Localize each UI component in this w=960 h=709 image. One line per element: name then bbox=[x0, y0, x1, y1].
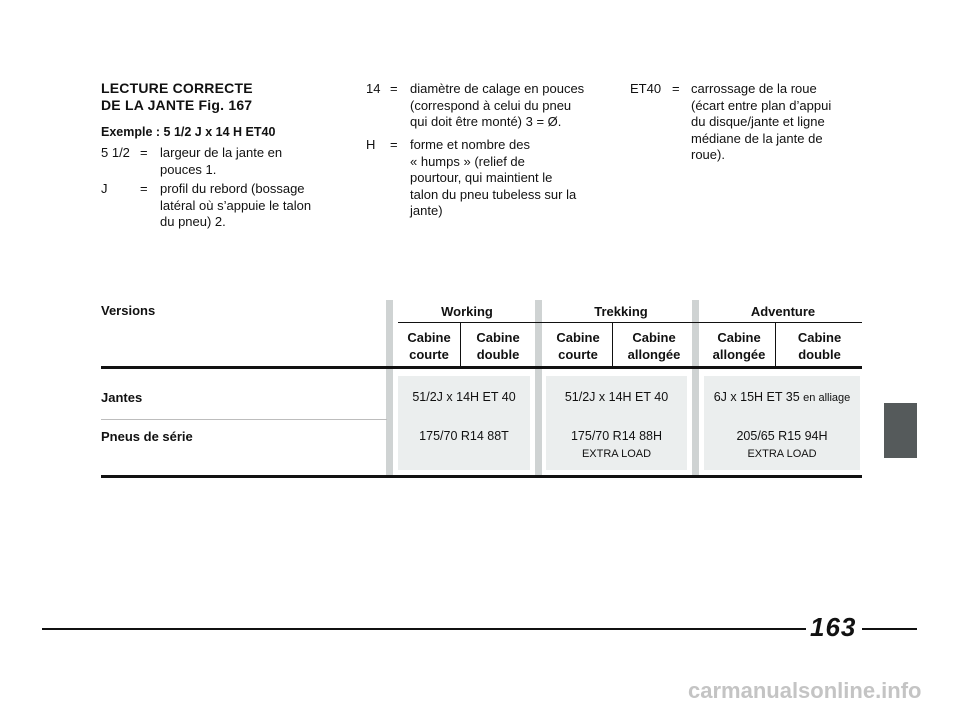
definition-line: pouces 1. bbox=[160, 161, 217, 177]
table-column-separator bbox=[535, 300, 542, 478]
definition-line: jante) bbox=[410, 203, 443, 218]
definition-line: profil du rebord (bossage bbox=[160, 181, 305, 196]
definition-line: du pneu) 2. bbox=[160, 214, 226, 229]
section-heading-line-2: DE LA JANTE Fig. 167 bbox=[101, 97, 253, 113]
definition-line: largeur de la jante en bbox=[160, 145, 283, 160]
subheader-line: double bbox=[476, 347, 520, 362]
table-bottom-rule bbox=[101, 475, 862, 478]
jantes-adventure-material: en alliage bbox=[803, 392, 851, 404]
subheader-working-double bbox=[462, 329, 534, 363]
pneus-adventure-size: 205/65 R15 94H bbox=[736, 429, 828, 443]
subheader-divider bbox=[612, 322, 613, 366]
definition-key: J bbox=[101, 181, 108, 196]
definition-key: ET40 bbox=[630, 81, 662, 96]
group-underline bbox=[398, 322, 862, 323]
jantes-adventure-size: 6J x 15H ET 35 bbox=[713, 390, 800, 404]
definition-equals: = bbox=[140, 145, 148, 160]
definition-line: qui doit être monté) 3 = Ø. bbox=[410, 114, 562, 129]
subheader-line: Cabine bbox=[556, 330, 600, 345]
definition-key: H bbox=[366, 137, 376, 152]
versions-label: Versions bbox=[101, 303, 156, 318]
definition-line: diamètre de calage en pouces bbox=[410, 81, 585, 96]
subheader-divider bbox=[775, 322, 776, 366]
subheader-line: courte bbox=[409, 347, 449, 362]
definition-equals: = bbox=[140, 181, 148, 196]
jantes-working: 51/2J x 14H ET 40 bbox=[412, 390, 516, 404]
subheader-line: allongée bbox=[627, 347, 681, 362]
table-column-separator bbox=[692, 300, 699, 478]
jantes-adventure bbox=[704, 388, 860, 407]
definition-line: du disque/jante et ligne bbox=[691, 114, 825, 129]
subheader-line: Cabine bbox=[797, 330, 842, 345]
definition-line: carrossage de la roue bbox=[691, 81, 817, 96]
watermark: carmanualsonline.info bbox=[688, 678, 922, 703]
subheader-divider bbox=[460, 322, 461, 366]
subheader-trekking-allongee bbox=[614, 329, 694, 363]
section-heading-line-1: LECTURE CORRECTE bbox=[101, 80, 253, 96]
definition-equals: = bbox=[390, 137, 398, 152]
definition-line: (correspond à celui du pneu bbox=[410, 97, 572, 113]
definition-line: latéral où s’appuie le talon bbox=[160, 197, 312, 213]
group-working: Working bbox=[441, 304, 493, 319]
group-trekking: Trekking bbox=[594, 304, 648, 319]
definition-line: (écart entre plan d’appui bbox=[691, 97, 832, 113]
row-divider bbox=[101, 419, 387, 420]
pneus-adventure bbox=[704, 427, 860, 463]
definition-equals: = bbox=[390, 81, 398, 96]
pneus-label: Pneus de série bbox=[101, 429, 193, 444]
pneus-working bbox=[398, 427, 530, 445]
footer-rule-left bbox=[42, 628, 806, 630]
subheader-line: allongée bbox=[712, 347, 766, 362]
definition-flange bbox=[101, 181, 341, 233]
example-label: Exemple : 5 1/2 J x 14 H ET40 bbox=[101, 125, 276, 139]
definition-equals: = bbox=[672, 81, 680, 96]
definition-line: talon du pneu tubeless sur la bbox=[410, 186, 577, 202]
definition-line: forme et nombre des bbox=[410, 137, 530, 152]
pneus-trekking-size: 175/70 R14 88H bbox=[570, 429, 663, 443]
subheader-trekking-courte bbox=[546, 329, 610, 363]
subheader-line: double bbox=[798, 347, 841, 362]
definition-key: 14 bbox=[366, 81, 381, 96]
subheader-line: courte bbox=[558, 347, 598, 362]
definition-offset bbox=[630, 81, 870, 166]
pneus-trekking bbox=[546, 427, 687, 463]
definition-line: roue). bbox=[691, 147, 725, 162]
pneus-trekking-load: EXTRA LOAD bbox=[581, 448, 652, 460]
page-number: 163 bbox=[810, 612, 857, 642]
jantes-trekking: 51/2J x 14H ET 40 bbox=[564, 390, 669, 404]
subheader-adventure-double bbox=[777, 329, 862, 363]
group-adventure: Adventure bbox=[750, 304, 816, 319]
subheader-working-courte bbox=[398, 329, 460, 363]
header-bottom-rule bbox=[101, 366, 862, 369]
footer-rule-right bbox=[862, 628, 917, 630]
subheader-line: Cabine bbox=[717, 330, 761, 345]
definition-width bbox=[101, 145, 341, 180]
subheader-line: Cabine bbox=[407, 330, 451, 345]
subheader-line: Cabine bbox=[632, 330, 676, 345]
definition-line: pourtour, qui maintient le bbox=[410, 170, 553, 185]
subheader-adventure-allongee bbox=[704, 329, 774, 363]
table-column-separator bbox=[386, 300, 393, 478]
definition-line: médiane de la jante de bbox=[691, 130, 823, 146]
jantes-label: Jantes bbox=[101, 390, 143, 405]
definition-key: 5 1/2 bbox=[101, 145, 130, 160]
definition-line: « humps » (relief de bbox=[410, 153, 525, 169]
pneus-working-size: 175/70 R14 88T bbox=[419, 429, 509, 443]
subheader-line: Cabine bbox=[476, 330, 520, 345]
pneus-adventure-load: EXTRA LOAD bbox=[747, 448, 817, 460]
definition-humps bbox=[366, 137, 606, 222]
definition-diameter bbox=[366, 81, 606, 133]
section-heading bbox=[101, 80, 253, 114]
chapter-tab bbox=[884, 403, 917, 458]
